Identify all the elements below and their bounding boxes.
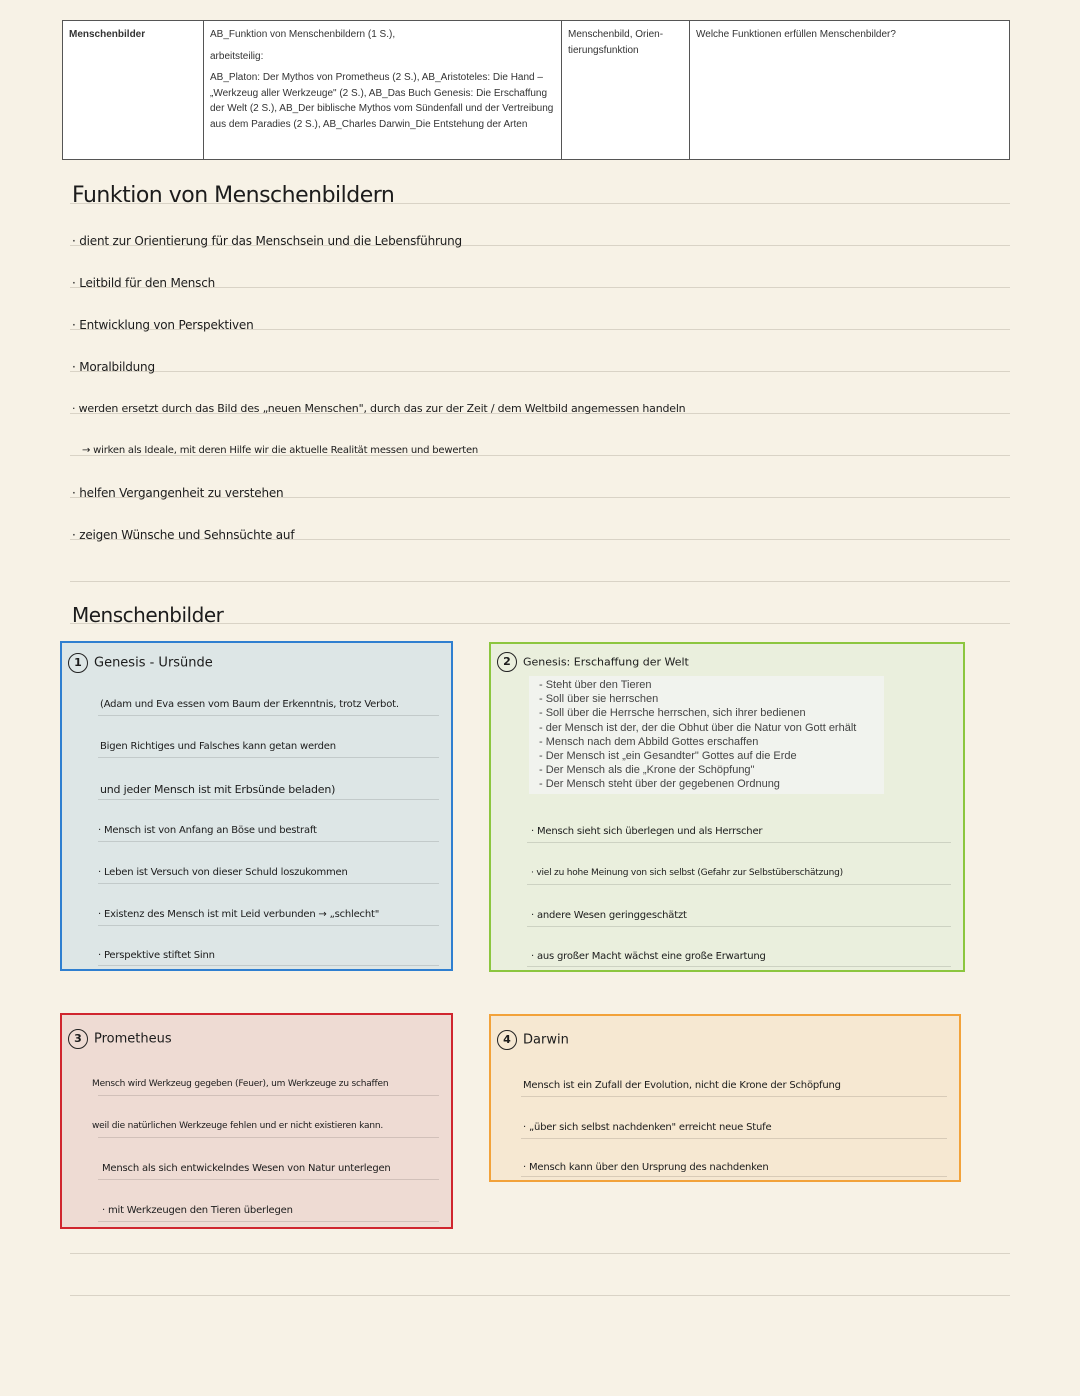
box-line: Bigen Richtiges und Falsches kann getan werden	[100, 741, 336, 752]
note-line: · werden ersetzt durch das Bild des „neuen Menschen", durch das zur der Zeit / dem Weltbild angemessen handeln	[72, 402, 686, 415]
number-circle-icon: 4	[497, 1030, 517, 1050]
table-cell-question: Welche Funktionen erfüllen Menschenbilder?	[690, 21, 1010, 160]
note-line: · zeigen Wünsche und Sehnsüchte auf	[72, 528, 295, 542]
box-line: · Perspektive stiftet Sinn	[98, 950, 215, 961]
box-genesis-ursuende	[60, 641, 453, 971]
box-prometheus	[60, 1013, 453, 1229]
box-line: Mensch ist ein Zufall der Evolution, nicht die Krone der Schöpfung	[523, 1080, 841, 1091]
box-title: 4 Darwin	[497, 1030, 569, 1050]
note-line: · dient zur Orientierung für das Menschsein und die Lebensführung	[72, 234, 462, 248]
box-genesis-erschaffung	[489, 642, 965, 972]
note-line: · Entwicklung von Perspektiven	[72, 318, 254, 332]
box-line: · „über sich selbst nachdenken" erreicht neue Stufe	[523, 1122, 772, 1133]
box-line: (Adam und Eva essen vom Baum der Erkenntnis, trotz Verbot.	[100, 699, 399, 710]
typed-notes: - Steht über den Tieren - Soll über sie herrschen - Soll über die Herrsche herrschen, sich ihrer bedienen - der Mensch ist der, der die Obhut über die Natur von Gott erhält - Mensch nach dem Abbild Gottes erschaffen - Der Mensch ist „ein Gesandter" Gottes auf die Erde - Der Mensch als die „Krone der Schöpfung" - Der Mensch steht über der gegebenen Ordnung	[529, 676, 884, 794]
table-cell-concept: Menschenbild, Orien-tierungsfunktion	[562, 21, 690, 160]
box-title: 1 Genesis - Ursünde	[68, 653, 213, 673]
box-line: und jeder Mensch ist mit Erbsünde beladen)	[100, 783, 336, 796]
lesson-plan-table	[62, 20, 1010, 160]
note-line: · helfen Vergangenheit zu verstehen	[72, 486, 284, 500]
note-line: · Leitbild für den Mensch	[72, 276, 216, 290]
box-line: · aus großer Macht wächst eine große Erwartung	[531, 951, 766, 962]
box-line: · mit Werkzeugen den Tieren überlegen	[102, 1205, 293, 1216]
box-title: 3 Prometheus	[68, 1029, 172, 1049]
note-line: · Moralbildung	[72, 360, 155, 374]
box-darwin	[489, 1014, 961, 1182]
section-title-funktion: Funktion von Menschenbildern	[72, 183, 395, 208]
box-line: · Mensch kann über den Ursprung des nachdenken	[523, 1162, 769, 1173]
table-cell-materials: AB_Funktion von Menschenbildern (1 S.), arbeitsteilig: AB_Platon: Der Mythos von Prometheus (2 S.), AB_Aristoteles: Die Hand – „Werkzeug aller Werkzeuge" (2 S.), AB_Das Buch Genesis: Die Erschaffung der Welt (2 S.), AB_Der biblische Mythos vom Sündenfall und der Vertreibung aus dem Paradies (2 S.), AB_Charles Darwin_Die Entstehung der Arten	[204, 21, 562, 160]
box-line: · Mensch ist von Anfang an Böse und bestraft	[98, 825, 317, 836]
box-line: · Existenz des Mensch ist mit Leid verbunden → „schlecht"	[98, 909, 380, 920]
box-line: · andere Wesen geringgeschätzt	[531, 910, 687, 921]
box-line: Mensch wird Werkzeug gegeben (Feuer), um Werkzeuge zu schaffen	[92, 1079, 389, 1089]
box-title: 2 Genesis: Erschaffung der Welt	[497, 652, 689, 672]
number-circle-icon: 2	[497, 652, 517, 672]
box-line: · Leben ist Versuch von dieser Schuld loszukommen	[98, 867, 348, 878]
box-line: · Mensch sieht sich überlegen und als Herrscher	[531, 826, 763, 837]
box-line: weil die natürlichen Werkzeuge fehlen und er nicht existieren kann.	[92, 1121, 384, 1131]
number-circle-icon: 1	[68, 653, 88, 673]
number-circle-icon: 3	[68, 1029, 88, 1049]
box-line: · viel zu hohe Meinung von sich selbst (Gefahr zur Selbstüberschätzung)	[531, 868, 843, 878]
section-title-menschenbilder: Menschenbilder	[72, 603, 224, 627]
note-line: → wirken als Ideale, mit deren Hilfe wir die aktuelle Realität messen und bewerten	[82, 445, 479, 456]
table-cell-topic: Menschenbilder	[63, 21, 204, 160]
box-line: Mensch als sich entwickelndes Wesen von Natur unterlegen	[102, 1163, 391, 1174]
